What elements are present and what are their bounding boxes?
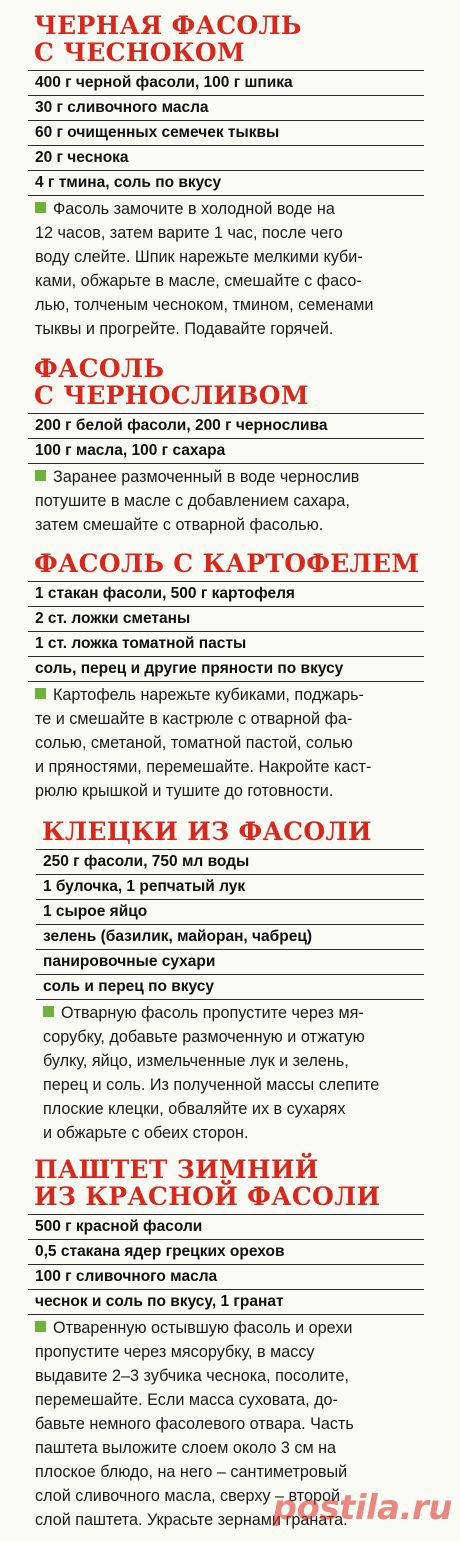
green-square-bullet-icon	[35, 202, 46, 213]
ingredient-item: 1 ст. ложка томатной пасты	[28, 631, 424, 656]
recipe-title-line: КЛЕЦКИ ИЗ ФАСОЛИ	[42, 817, 372, 846]
method-line: сорубку, добавьте размоченную и отжатую	[43, 1028, 365, 1046]
recipe-title-line: ИЗ КРАСНОЙ ФАСОЛИ	[34, 1182, 381, 1211]
ingredient-item: 250 г фасоли, 750 мл воды	[36, 849, 424, 874]
ingredient-item: соль и перец по вкусу	[36, 974, 424, 999]
recipe-title	[34, 550, 424, 577]
method-line: и обжарьте с обеих сторон.	[43, 1124, 249, 1142]
ingredient-item: 4 г тмина, соль по вкусу	[28, 170, 424, 195]
method-line: затем смешайте с отварной фасолью.	[35, 516, 324, 534]
recipe-title	[34, 1156, 424, 1210]
method-line: солью, сметаной, томатной пастой, солью	[35, 734, 353, 752]
method-line: лью, толченым чесноком, тмином, семенами	[35, 296, 374, 314]
ingredient-item: 0,5 стакана ядер грецких орехов	[28, 1239, 424, 1264]
ingredient-item: 20 г чеснока	[28, 145, 424, 170]
ingredient-item: зелень (базилик, майоран, чабрец)	[36, 924, 424, 949]
ingredient-item: 200 г белой фасоли, 200 г чернослива	[28, 413, 424, 438]
ingredient-item: 100 г масла, 100 г сахара	[28, 438, 424, 463]
green-square-bullet-icon	[43, 1006, 54, 1017]
ingredient-item: 100 г сливочного масла	[28, 1264, 424, 1289]
ingredient-item: 1 булочка, 1 репчатый лук	[36, 874, 424, 899]
method-line: плоское блюдо, на него – сантиметровый	[35, 1463, 348, 1481]
method-line: те и смешайте в кастрюле с отварной фа-	[35, 710, 353, 728]
ingredient-list	[0, 70, 424, 195]
recipe-beans-prunes	[0, 355, 424, 537]
recipe-winter-red-bean-pate	[0, 1156, 424, 1532]
method-line: булку, яйцо, измельченные лук и зелень,	[43, 1052, 349, 1070]
method-text	[28, 195, 424, 341]
green-square-bullet-icon	[35, 1321, 46, 1332]
ingredient-item: чеснок и соль по вкусу, 1 гранат	[28, 1289, 424, 1314]
method-line: слой паштета. Украсьте зернами граната.	[35, 1511, 348, 1529]
watermark-logo: postila.ru	[272, 1488, 452, 1528]
ingredient-item: 2 ст. ложки сметаны	[28, 606, 424, 631]
recipe-title-line: ФАСОЛЬ	[34, 354, 165, 383]
ingredient-list	[0, 581, 424, 681]
method-line: перемешайте. Если масса суховата, до-	[35, 1391, 338, 1409]
green-square-bullet-icon	[35, 470, 46, 481]
recipe-title	[34, 12, 424, 66]
method-text	[36, 999, 424, 1145]
recipe-title	[34, 355, 424, 409]
method-line: ками, обжарьте в масле, смешайте с фасо-	[35, 272, 362, 290]
ingredient-item: 400 г черной фасоли, 100 г шпика	[28, 70, 424, 95]
method-line: рюлю крышкой и тушите до готовности.	[35, 782, 334, 800]
recipe-title-line: ПАШТЕТ ЗИМНИЙ	[34, 1155, 319, 1184]
recipe-black-beans-garlic	[0, 12, 424, 341]
method-line: воду слейте. Шпик нарежьте мелкими куби-	[35, 248, 363, 266]
method-line: и пряностями, перемешайте. Накройте каст-	[35, 758, 372, 776]
method-line: пропустите через мясорубку, в массу	[35, 1343, 315, 1361]
ingredient-list	[0, 413, 424, 463]
ingredient-item: 1 сырое яйцо	[36, 899, 424, 924]
method-line: потушите в масле с добавлением сахара,	[35, 492, 350, 510]
method-line: Картофель нарежьте кубиками, поджарь-	[53, 686, 364, 704]
method-line: выдавите 2–3 зубчика чеснока, посолите,	[35, 1367, 350, 1385]
method-line: бавьте немного фасолевого отвара. Часть	[35, 1415, 354, 1433]
ingredient-list	[0, 849, 424, 999]
method-line: тыквы и прогрейте. Подавайте горячей.	[35, 320, 334, 338]
method-line: перец и соль. Из полученной массы слепите	[43, 1076, 380, 1094]
method-line: слой сливочного масла, сверху – второй	[35, 1487, 341, 1505]
recipe-bean-dumplings	[0, 818, 424, 1145]
ingredient-item: 60 г очищенных семечек тыквы	[28, 120, 424, 145]
recipe-title-line: С ЧЕСНОКОМ	[34, 38, 245, 67]
recipe-title-line: ЧЕРНАЯ ФАСОЛЬ	[34, 11, 302, 40]
ingredient-item: 30 г сливочного масла	[28, 95, 424, 120]
method-line: 12 часов, затем варите 1 час, после чего	[35, 224, 343, 242]
method-line: Отварную фасоль пропустите через мя-	[61, 1004, 364, 1022]
recipe-title	[42, 818, 424, 845]
method-text	[28, 463, 424, 537]
method-line: Отваренную остывшую фасоль и орехи	[53, 1319, 353, 1337]
method-line: паштета выложите слоем около 3 см на	[35, 1439, 337, 1457]
ingredient-item: панировочные сухари	[36, 949, 424, 974]
ingredient-item: 500 г красной фасоли	[28, 1214, 424, 1239]
recipe-title-line: С ЧЕРНОСЛИВОМ	[34, 381, 309, 410]
method-line: Фасоль замочите в холодной воде на	[53, 200, 335, 218]
method-text	[28, 681, 424, 803]
recipe-beans-potatoes	[0, 550, 424, 803]
method-line: Заранее размоченный в воде чернослив	[53, 468, 360, 486]
method-line: плоские клецки, обваляйте их в сухарях	[43, 1100, 346, 1118]
ingredient-item: соль, перец и другие пряности по вкусу	[28, 656, 424, 681]
ingredient-list	[0, 1214, 424, 1314]
green-square-bullet-icon	[35, 688, 46, 699]
recipe-title-line: ФАСОЛЬ С КАРТОФЕЛЕМ	[34, 549, 420, 578]
ingredient-item: 1 стакан фасоли, 500 г картофеля	[28, 581, 424, 606]
